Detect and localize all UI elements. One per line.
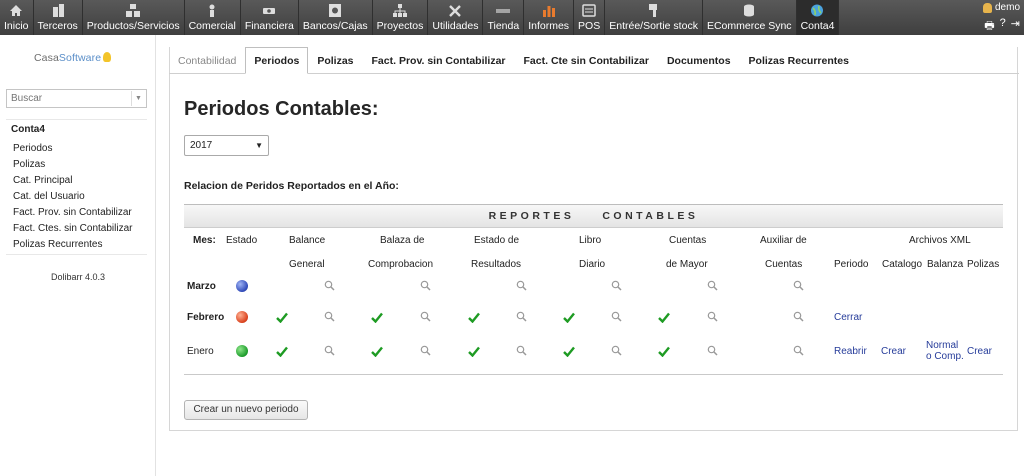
check-icon — [658, 346, 670, 357]
header-mes: Mes: — [193, 235, 216, 246]
header-periodo: Periodo — [834, 259, 869, 270]
magnifier-icon[interactable] — [611, 311, 622, 322]
menu-terceros-label: Terceros — [37, 20, 78, 32]
search-input[interactable] — [7, 90, 127, 107]
menu-financiera-label: Financiera — [244, 20, 294, 32]
banner-word: REPORTES — [488, 210, 575, 222]
menu-pos-label: POS — [578, 20, 601, 32]
table-bottom-line — [184, 374, 1003, 375]
magnifier-icon[interactable] — [420, 345, 431, 356]
header-balanza: Balanza — [927, 259, 964, 270]
new-period-button[interactable]: Crear un nuevo periodo — [184, 400, 308, 420]
help-icon[interactable]: ? — [999, 17, 1006, 29]
user-link[interactable] — [983, 2, 1020, 13]
left-menu-item[interactable]: Periodos — [13, 143, 53, 154]
tab-fact-prov[interactable]: Fact. Prov. sin Contabilizar — [371, 55, 506, 67]
menu-conta4[interactable] — [797, 0, 840, 35]
status-dot-blue — [236, 280, 248, 292]
menu-informes-label: Informes — [528, 20, 570, 32]
top-menu-bar — [0, 0, 1024, 35]
check-icon — [468, 346, 480, 357]
magnifier-icon[interactable] — [793, 345, 804, 356]
magnifier-icon[interactable] — [516, 345, 527, 356]
menu-conta4-label: Conta4 — [800, 20, 835, 32]
menu-comercial-label: Comercial — [188, 20, 236, 32]
menu-comercial[interactable] — [185, 0, 241, 35]
magnifier-icon[interactable] — [516, 311, 527, 322]
home-icon — [9, 4, 23, 17]
magnifier-icon[interactable] — [707, 311, 718, 322]
tools-icon — [448, 4, 462, 17]
menu-pos[interactable] — [574, 0, 605, 35]
print-icon[interactable]: 🖶 — [984, 20, 995, 32]
tab-documentos[interactable]: Documentos — [666, 55, 731, 67]
left-menu-item[interactable]: Cat. Principal — [13, 175, 73, 186]
header-estado-res: Estado de — [474, 235, 520, 246]
header-auxiliar: Auxiliar de — [760, 235, 807, 246]
page-title: Periodos Contables: — [184, 98, 379, 120]
header-balance: Balance — [289, 235, 326, 246]
magnifier-icon[interactable] — [707, 345, 718, 356]
logout-icon[interactable]: ⇥ — [1010, 18, 1020, 30]
barcode-icon — [496, 4, 510, 17]
tab-polizas-recurrentes[interactable]: Polizas Recurrentes — [748, 55, 849, 67]
year-select[interactable] — [184, 135, 269, 156]
check-icon — [563, 312, 575, 323]
company-logo[interactable] — [34, 52, 111, 64]
section-title: Relacion de Peridos Reportados en el Año: — [184, 180, 399, 192]
check-icon — [276, 346, 288, 357]
header-balaza-2: Comprobacion — [368, 259, 434, 270]
menu-utilidades-label: Utilidades — [432, 20, 479, 32]
menu-ecommerce[interactable] — [703, 0, 797, 35]
menu-productos-label: Productos/Servicios — [86, 20, 180, 32]
header-balance-2: General — [289, 259, 325, 270]
left-menu — [0, 35, 156, 476]
menu-bancos[interactable] — [299, 0, 373, 35]
check-icon — [276, 312, 288, 323]
left-menu-list — [13, 141, 133, 253]
org-chart-icon — [393, 4, 407, 17]
tab-fact-cte[interactable]: Fact. Cte sin Contabilizar — [523, 55, 649, 67]
caret-down-icon: ▼ — [255, 141, 263, 150]
magnifier-icon[interactable] — [324, 311, 335, 322]
row-month-febrero: Febrero — [187, 312, 225, 323]
left-menu-item[interactable]: Fact. Prov. sin Contabilizar — [13, 207, 132, 218]
magnifier-icon[interactable] — [611, 345, 622, 356]
version-label: Dolibarr 4.0.3 — [50, 272, 106, 282]
safe-icon — [328, 4, 342, 17]
menu-proyectos-label: Proyectos — [376, 20, 424, 32]
header-auxiliar-2: Cuentas — [765, 259, 803, 270]
menu-title[interactable]: Conta4 — [11, 124, 45, 135]
status-dot-red — [236, 311, 248, 323]
tab-contabilidad[interactable]: Contabilidad — [178, 55, 237, 67]
report-banner — [184, 204, 1003, 228]
user-icon — [983, 3, 992, 13]
menu-productos[interactable] — [83, 0, 185, 35]
header-cuentas-2: de Mayor — [666, 259, 708, 270]
left-menu-item[interactable]: Cat. del Usuario — [13, 191, 85, 202]
magnifier-icon[interactable] — [420, 280, 431, 291]
header-archivos-xml: Archivos XML — [909, 235, 971, 246]
reabrir-link[interactable]: Reabrir — [834, 346, 867, 357]
menu-tienda-label: Tienda — [487, 20, 520, 32]
status-dot-green — [236, 345, 248, 357]
logo-text-1: Casa — [34, 52, 59, 64]
header-catalogo: Catalogo — [882, 259, 923, 270]
person-icon — [205, 4, 219, 17]
check-icon — [468, 312, 480, 323]
magnifier-icon[interactable] — [324, 280, 335, 291]
menu-stock-label: Entrée/Sortie stock — [609, 20, 698, 32]
menu-financiera[interactable] — [241, 0, 299, 35]
left-menu-item[interactable]: Polizas — [13, 159, 46, 170]
banner-word: CONTABLES — [602, 210, 699, 222]
menu-tienda[interactable] — [483, 0, 524, 35]
tab-bar — [169, 47, 858, 74]
tab-polizas[interactable]: Polizas — [317, 55, 354, 67]
tab-periodos[interactable]: Periodos — [245, 47, 308, 74]
register-icon — [582, 4, 596, 17]
logo-text-2: Software — [58, 52, 102, 64]
top-tools — [984, 17, 1020, 36]
header-balaza: Balaza de — [380, 235, 425, 246]
left-menu-item[interactable]: Polizas Recurrentes — [13, 239, 103, 250]
chevron-down-icon[interactable]: ▼ — [131, 91, 145, 106]
header-estado-res-2: Resultados — [471, 259, 522, 270]
crear-catalogo-link[interactable]: Crear — [881, 346, 907, 357]
bulb-icon — [103, 52, 111, 62]
globe-icon — [810, 4, 824, 17]
check-icon — [371, 312, 383, 323]
menu-terceros[interactable] — [34, 0, 83, 35]
menu-stock[interactable] — [605, 0, 703, 35]
check-icon — [658, 312, 670, 323]
money-icon — [262, 4, 276, 17]
boxes-icon — [126, 4, 140, 17]
magnifier-icon[interactable] — [516, 280, 527, 291]
header-polizas: Polizas — [967, 259, 1000, 270]
menu-informes[interactable] — [524, 0, 574, 35]
menu-divider — [6, 254, 147, 255]
left-menu-item[interactable]: Fact. Ctes. sin Contabilizar — [13, 223, 133, 234]
header-libro: Libro — [579, 235, 602, 246]
menu-utilidades[interactable] — [428, 0, 483, 35]
user-name: demo — [994, 2, 1020, 13]
balanza-link[interactable]: Normal o Comp. — [926, 340, 964, 362]
header-libro-2: Diario — [579, 259, 606, 270]
row-month-enero: Enero — [187, 346, 214, 357]
magnifier-icon[interactable] — [324, 345, 335, 356]
magnifier-icon[interactable] — [793, 280, 804, 291]
row-month-marzo: Marzo — [187, 281, 216, 292]
cerrar-link[interactable]: Cerrar — [834, 312, 863, 323]
magnifier-icon[interactable] — [793, 311, 804, 322]
magnifier-icon[interactable] — [611, 280, 622, 291]
magnifier-icon[interactable] — [420, 311, 431, 322]
header-estado: Estado — [226, 235, 258, 246]
buildings-icon — [51, 4, 65, 17]
menu-divider — [6, 119, 147, 120]
crear-polizas-link[interactable]: Crear — [967, 346, 993, 357]
database-icon — [742, 4, 756, 17]
report-icon — [542, 4, 556, 17]
menu-inicio[interactable] — [0, 0, 34, 35]
menu-bancos-label: Bancos/Cajas — [302, 20, 368, 32]
search-select[interactable] — [6, 89, 147, 108]
user-area — [960, 2, 1020, 34]
check-icon — [563, 346, 575, 357]
menu-ecommerce-label: ECommerce Sync — [706, 20, 792, 32]
header-cuentas: Cuentas — [669, 235, 707, 246]
menu-proyectos[interactable] — [373, 0, 429, 35]
menu-inicio-label: Inicio — [4, 20, 29, 32]
year-select-value: 2017 — [190, 140, 213, 151]
check-icon — [371, 346, 383, 357]
magnifier-icon[interactable] — [707, 280, 718, 291]
scanner-icon — [647, 4, 661, 17]
